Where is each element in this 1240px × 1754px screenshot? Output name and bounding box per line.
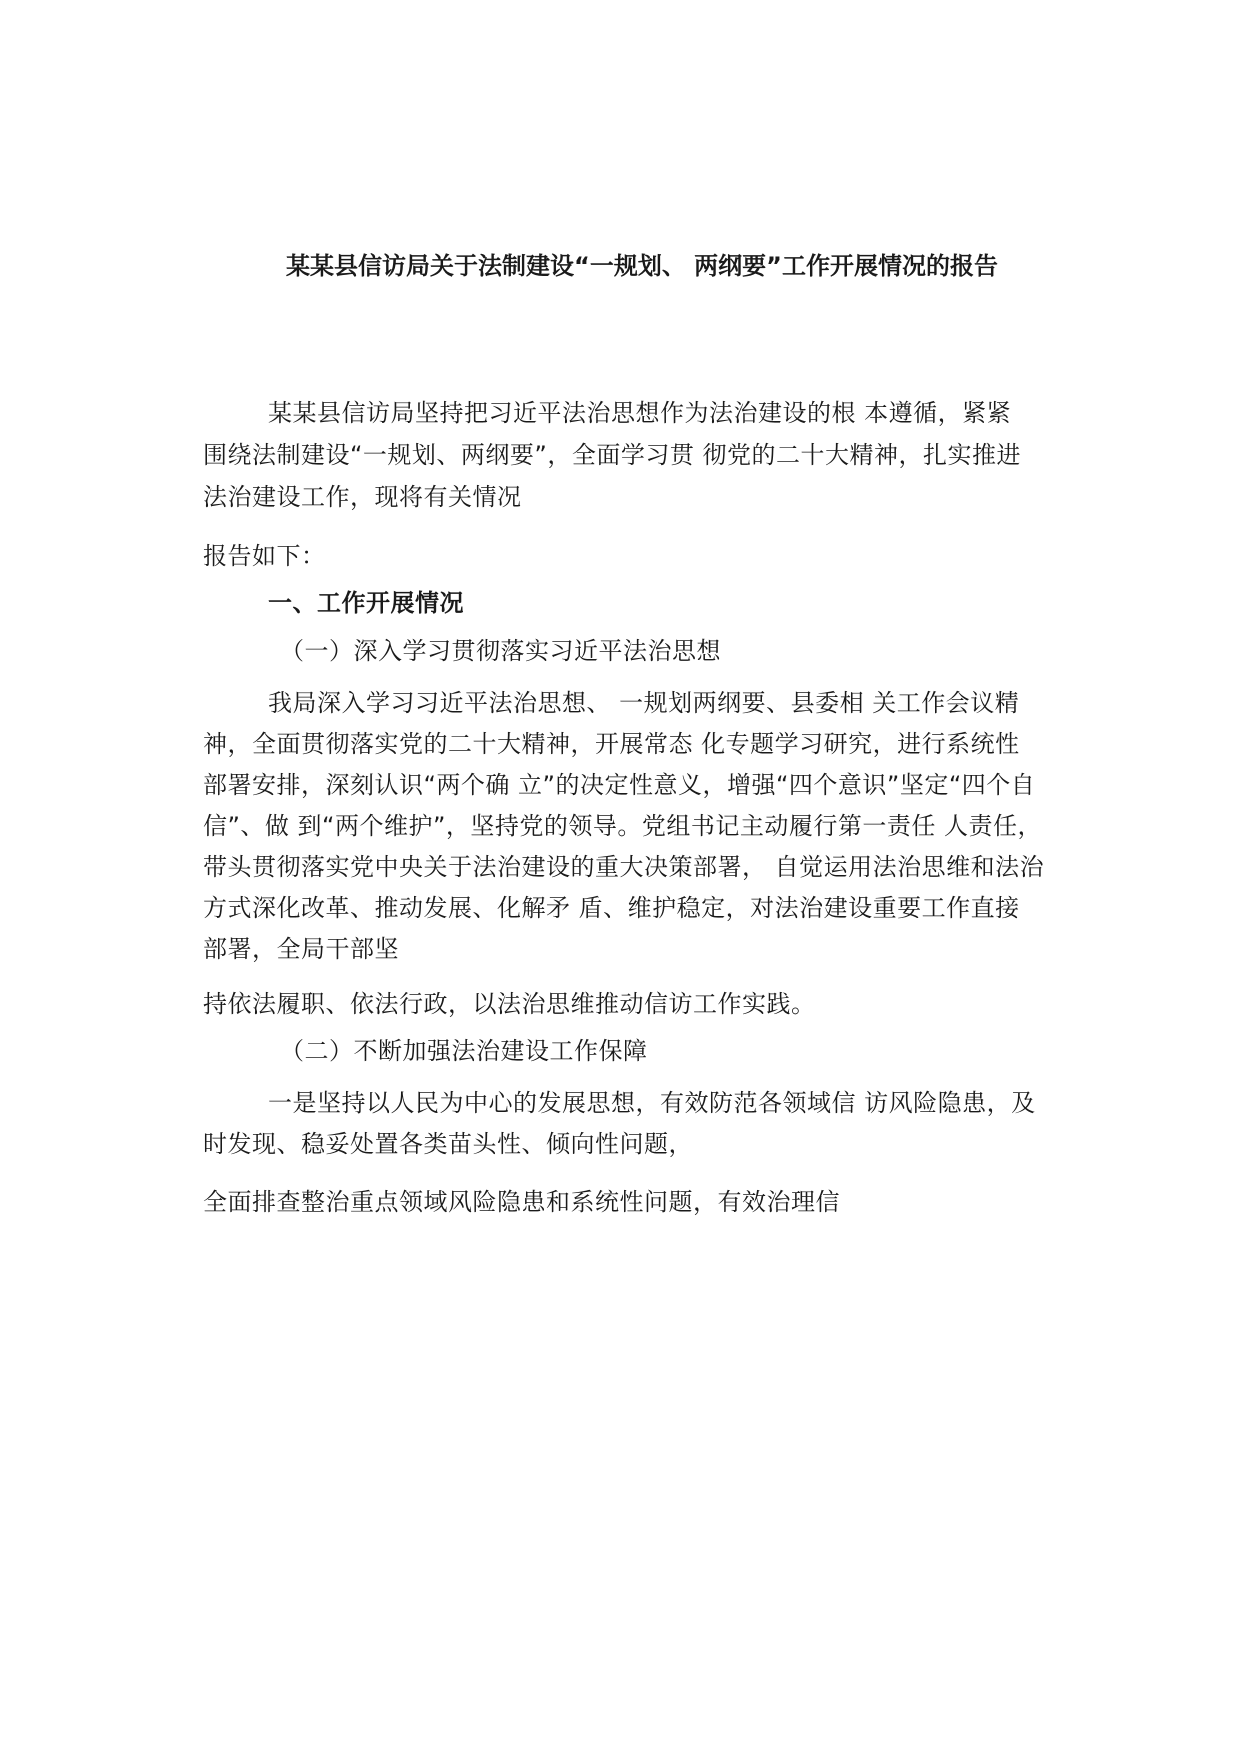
subsection-heading: （一）深入学习贯彻落实习近平法治思想 [280,637,721,665]
paragraph-line: 方式深化改革、推动发展、化解矛 盾、维护稳定，对法治建设重要工作直接 [203,894,1020,922]
paragraph-line: 围绕法制建设“一规划、两纲要”，全面学习贯 彻党的二十大精神，扎实推进 [203,441,1021,469]
paragraph-line: 全面排查整治重点领域风险隐患和系统性问题，有效治理信 [203,1188,840,1216]
paragraph-line: 一是坚持以人民为中心的发展思想，有效防范各领域信 访风险隐患，及 [268,1089,1036,1117]
paragraph-line: 部署安排，深刻认识“两个确 立”的决定性意义，增强“四个意识”坚定“四个自 [203,771,1036,799]
paragraph-line: 我局深入学习习近平法治思想、 一规划两纲要、县委相 关工作会议精 [268,689,1020,717]
paragraph-line: 信”、做 到“两个维护”，坚持党的领导。党组书记主动履行第一责任 人责任， [203,812,1043,840]
paragraph-line: 某某县信访局坚持把习近平法治思想作为法治建设的根 本遵循，紧紧 [268,399,1012,427]
subsection-heading: （二）不断加强法治建设工作保障 [280,1037,648,1065]
paragraph-line: 带头贯彻落实党中央关于法治建设的重大决策部署， 自觉运用法治思维和法治 [203,853,1045,881]
paragraph-line: 报告如下： [203,542,326,570]
paragraph-line: 法治建设工作，现将有关情况 [203,483,522,511]
paragraph-line: 神，全面贯彻落实党的二十大精神，开展常态 化专题学习研究，进行系统性 [203,730,1020,758]
document-title: 某某县信访局关于法制建设“一规划、 两纲要”工作开展情况的报告 [286,252,998,280]
paragraph-line: 部署，全局干部坚 [203,935,399,963]
paragraph-line: 持依法履职、依法行政，以法治思维推动信访工作实践。 [203,990,816,1018]
section-heading: 一、工作开展情况 [268,589,464,617]
paragraph-line: 时发现、稳妥处置各类苗头性、倾向性问题， [203,1130,693,1158]
